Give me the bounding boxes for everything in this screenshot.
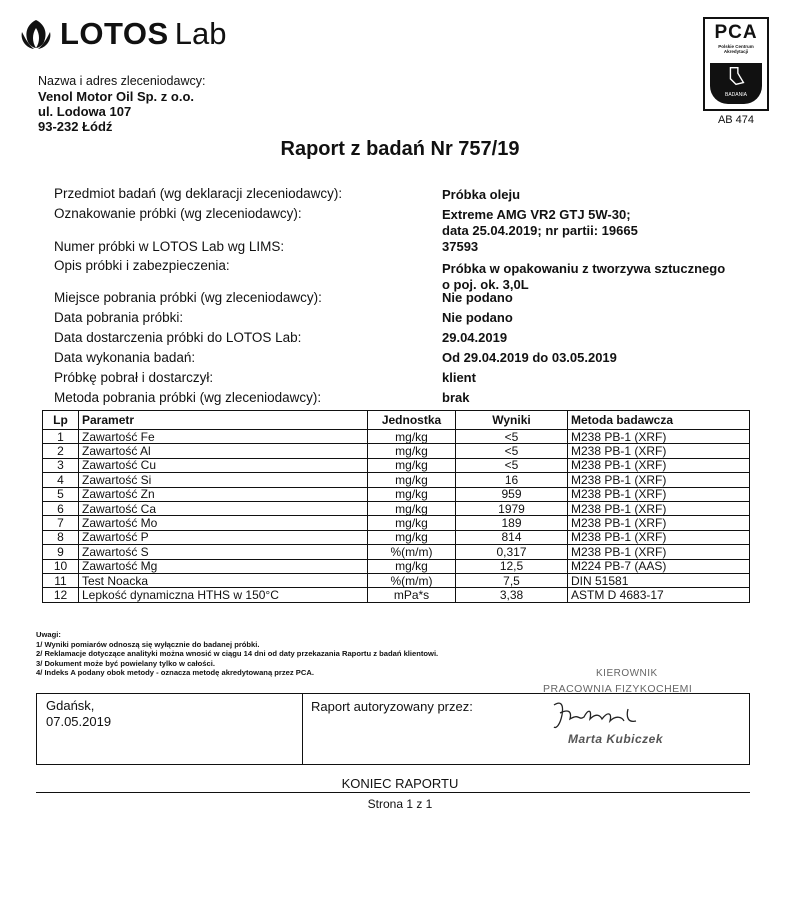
info-label: Przedmiot badań (wg deklaracji zleceniodawcy): [54, 186, 343, 201]
cell-lp: 3 [43, 458, 79, 472]
client-street: ul. Lodowa 107 [38, 104, 132, 119]
note-item: 1/ Wyniki pomiarów odnoszą się wyłącznie do badanej próbki. [36, 639, 260, 649]
cell-jednostka: %(m/m) [368, 573, 456, 587]
pca-title: PCA [714, 22, 758, 43]
cell-wyniki: 3,38 [456, 588, 568, 602]
table-row [43, 545, 750, 559]
cell-parametr: Zawartość Zn [79, 487, 368, 501]
info-value: klient [442, 370, 476, 385]
cell-wyniki: 1979 [456, 501, 568, 515]
cell-lp: 1 [43, 430, 79, 444]
place-date [46, 698, 111, 730]
info-value: Nie podano [442, 290, 513, 305]
cell-parametr: Zawartość Ca [79, 501, 368, 515]
cell-wyniki: <5 [456, 458, 568, 472]
stamp-line2: PRACOWNIA FIZYKOCHEMI [543, 683, 693, 695]
cell-lp: 4 [43, 473, 79, 487]
cell-parametr: Zawartość Al [79, 444, 368, 458]
cell-parametr: Zawartość Mg [79, 559, 368, 573]
place: Gdańsk, [46, 698, 95, 713]
cell-metoda: M238 PB-1 (XRF) [568, 501, 750, 515]
cell-metoda: M238 PB-1 (XRF) [568, 545, 750, 559]
info-label: Numer próbki w LOTOS Lab wg LIMS: [54, 239, 285, 254]
cell-parametr: Lepkość dynamiczna HTHS w 150°C [79, 588, 368, 602]
lotos-lab-logo [18, 14, 226, 54]
cell-lp: 9 [43, 545, 79, 559]
table-row [43, 430, 750, 444]
cell-jednostka: mg/kg [368, 530, 456, 544]
info-value: Próbka w opakowaniu z tworzywa sztucznego [442, 261, 726, 276]
cell-lp: 6 [43, 501, 79, 515]
table-row [43, 573, 750, 587]
cell-parametr: Zawartość Mo [79, 516, 368, 530]
info-label: Miejsce pobrania próbki (wg zleceniodawcy): [54, 290, 322, 305]
info-label: Opis próbki i zabezpieczenia: [54, 258, 230, 273]
handwritten-signature [550, 695, 660, 737]
table-row [43, 458, 750, 472]
info-value-line2: data 25.04.2019; nr partii: 19665 [442, 223, 638, 238]
col-wyniki: Wyniki [456, 411, 568, 430]
cell-parametr: Test Noacka [79, 573, 368, 587]
cell-parametr: Zawartość P [79, 530, 368, 544]
cell-wyniki: 0,317 [456, 545, 568, 559]
page-number: Strona 1 z 1 [367, 797, 433, 811]
info-value-line2: o poj. ok. 3,0L [442, 277, 529, 292]
pca-line2: Akredytacji [723, 49, 749, 54]
info-value: 29.04.2019 [442, 330, 508, 345]
results-table [42, 410, 750, 603]
cell-wyniki: 189 [456, 516, 568, 530]
stamp-line1: KIEROWNIK [596, 668, 658, 679]
cell-lp: 11 [43, 573, 79, 587]
info-value: Nie podano [442, 310, 513, 325]
table-row [43, 588, 750, 602]
cell-parametr: Zawartość Si [79, 473, 368, 487]
footer-divider [36, 792, 750, 793]
signature-box-divider [302, 694, 303, 764]
notes-title: Uwagi: [36, 630, 61, 639]
cell-lp: 8 [43, 530, 79, 544]
cell-wyniki: 16 [456, 473, 568, 487]
cell-wyniki: <5 [456, 430, 568, 444]
col-jednostka: Jednostka [368, 411, 456, 430]
cell-lp: 12 [43, 588, 79, 602]
authorized-label: Raport autoryzowany przez: [311, 699, 473, 714]
table-row [43, 559, 750, 573]
notes-block [36, 630, 438, 678]
info-label: Metoda pobrania próbki (wg zleceniodawcy): [54, 390, 322, 405]
table-row [43, 487, 750, 501]
cell-wyniki: 959 [456, 487, 568, 501]
pca-line1: Polskie Centrum [718, 44, 754, 49]
info-label: Data pobrania próbki: [54, 310, 184, 325]
info-value: Extreme AMG VR2 GTJ 5W-30; [442, 207, 631, 222]
end-of-report: KONIEC RAPORTU [341, 776, 459, 791]
table-row [43, 444, 750, 458]
cell-jednostka: mg/kg [368, 487, 456, 501]
info-label: Oznakowanie próbki (wg zleceniodawcy): [54, 206, 302, 221]
cell-metoda: M238 PB-1 (XRF) [568, 444, 750, 458]
info-label: Data wykonania badań: [54, 350, 196, 365]
cell-jednostka: mg/kg [368, 458, 456, 472]
cell-jednostka: mg/kg [368, 444, 456, 458]
info-value: Od 29.04.2019 do 03.05.2019 [442, 350, 617, 365]
pca-accreditation-mark [703, 17, 769, 111]
cell-parametr: Zawartość Fe [79, 430, 368, 444]
info-label: Data dostarczenia próbki do LOTOS Lab: [54, 330, 302, 345]
cell-jednostka: mg/kg [368, 516, 456, 530]
cell-lp: 5 [43, 487, 79, 501]
cell-lp: 2 [43, 444, 79, 458]
cell-metoda: DIN 51581 [568, 573, 750, 587]
logo-lab: Lab [174, 16, 227, 51]
client-name: Venol Motor Oil Sp. z o.o. [38, 89, 194, 104]
pca-number: AB 474 [717, 114, 755, 126]
col-metoda: Metoda badawcza [568, 411, 750, 430]
note-item: 2/ Reklamacje dotyczące analityki można wnosić w ciągu 14 dni od daty przekazania Raportu z badań klientowi. [36, 649, 439, 659]
cell-wyniki: 7,5 [456, 573, 568, 587]
info-value: brak [442, 390, 470, 405]
cell-metoda: M238 PB-1 (XRF) [568, 516, 750, 530]
table-row [43, 501, 750, 515]
cell-metoda: M238 PB-1 (XRF) [568, 530, 750, 544]
client-city: 93-232 Łódź [38, 119, 113, 134]
client-block [38, 74, 205, 134]
cell-wyniki: <5 [456, 444, 568, 458]
cell-jednostka: mg/kg [368, 559, 456, 573]
signer-name: Marta Kubiczek [568, 732, 664, 746]
logo-brand: LOTOS [60, 16, 169, 51]
cell-jednostka: mg/kg [368, 430, 456, 444]
pca-shield [710, 63, 762, 104]
issue-date: 07.05.2019 [46, 714, 112, 729]
cell-wyniki: 814 [456, 530, 568, 544]
flask-icon [710, 63, 762, 89]
table-row [43, 516, 750, 530]
cell-parametr: Zawartość Cu [79, 458, 368, 472]
cell-jednostka: mg/kg [368, 473, 456, 487]
table-row [43, 530, 750, 544]
pca-badania: BADANIA [725, 92, 747, 98]
cell-metoda: M238 PB-1 (XRF) [568, 473, 750, 487]
note-item: 4/ Indeks A podany obok metody - oznacza metodę akredytowaną przez PCA. [36, 668, 314, 678]
cell-lp: 7 [43, 516, 79, 530]
cell-lp: 10 [43, 559, 79, 573]
cell-metoda: M224 PB-7 (AAS) [568, 559, 750, 573]
cell-jednostka: %(m/m) [368, 545, 456, 559]
cell-metoda: M238 PB-1 (XRF) [568, 430, 750, 444]
info-value: Próbka oleju [442, 187, 521, 202]
cell-jednostka: mg/kg [368, 501, 456, 515]
cell-parametr: Zawartość S [79, 545, 368, 559]
cell-metoda: M238 PB-1 (XRF) [568, 458, 750, 472]
note-item: 3/ Dokument może być powielany tylko w całości. [36, 658, 215, 668]
table-header-row [43, 411, 750, 430]
client-label: Nazwa i adres zleceniodawcy: [38, 74, 206, 88]
table-body [43, 430, 750, 603]
cell-jednostka: mPa*s [368, 588, 456, 602]
table-row [43, 473, 750, 487]
col-parametr: Parametr [79, 411, 368, 430]
lotos-flame-icon [18, 16, 54, 52]
info-label: Próbkę pobrał i dostarczył: [54, 370, 214, 385]
info-value: 37593 [442, 239, 479, 254]
report-title: Raport z badań Nr 757/19 [280, 138, 520, 160]
cell-metoda: M238 PB-1 (XRF) [568, 487, 750, 501]
cell-metoda: ASTM D 4683-17 [568, 588, 750, 602]
col-lp: Lp [43, 411, 79, 430]
cell-wyniki: 12,5 [456, 559, 568, 573]
